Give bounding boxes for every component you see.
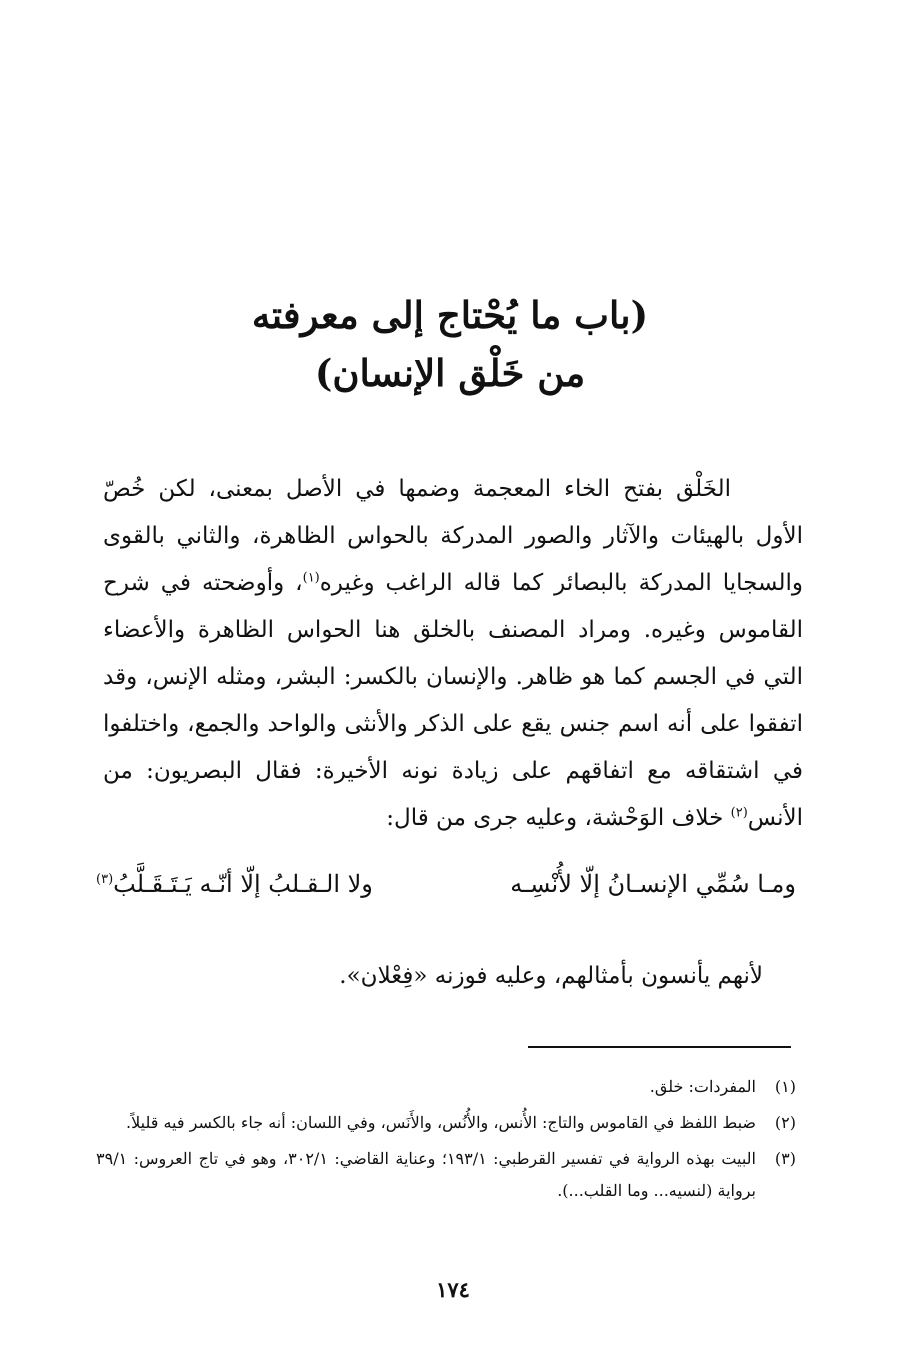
chapter-title-line-2: من خَلْق الإنسان) [314,351,586,395]
verse-second-hemistich [96,862,373,906]
footnote-ref-3: (٣) [96,872,114,887]
footnote-ref-1: (١) [302,570,320,586]
main-paragraph [103,466,803,842]
verse-first-hemistich: ومـا سُمِّي الإنسـانُ إلّا لأُنْسِـه [510,870,796,898]
verse-second-text: ولا الـقـلبُ إلّا أنّـه يَـتَـقَـلَّبُ [113,870,373,898]
paragraph-part-2: ، وأوضحته في شرح القاموس وغيره. ومراد المصنف بالخلق هنا الحواس الظاهرة والأعضاء التي في الجسم كما هو ظاهر. والإنسان بالكسر: البشر، ومثله الإنس، وقد اتفقوا على أنه اسم جنس يقع على الذكر والأنثى والواحد والجمع، واختلفوا في اشتقاقه مع اتفاقهم على زيادة نونه الأخيرة: فقال البصريون: من الأنس [103,570,803,831]
main-paragraph-block [103,466,803,842]
chapter-title [150,286,750,402]
footnote-number: (١) [774,1077,796,1096]
footnote-ref-2: (٢) [730,805,748,821]
footnote-text: البيت بهذه الرواية في تفسير القرطبي: ١٩٣/١؛ وعناية القاضي: ٣٠٢/١، وهو في تاج العروس: ٣٩/١ برواية (لنسيه... وما القلب...). [96,1149,757,1200]
footnote-separator [528,1046,791,1048]
chapter-title-line-1: (باب ما يُحْتاج إلى معرفته [251,293,649,337]
poetry-verse [96,862,796,906]
footnote-number: (٢) [774,1113,796,1132]
after-verse-text: لأنهم يأنسون بأمثالهم، وعليه فوزنه «فِعْلان». [339,963,763,989]
footnote-number: (٣) [774,1149,796,1168]
footnote-item [96,1107,796,1139]
paragraph-part-1: الخَلْق بفتح الخاء المعجمة وضمها في الأصل بمعنى، لكن خُصّ الأول بالهيئات والآثار والصور المدركة بالحواس الظاهرة، والثاني بالقوى والسجايا المدركة بالبصائر كما قاله الراغب وغيره [103,476,803,596]
footnote-text: ضبط اللفظ في القاموس والتاج: الأُنس، والأُنُس، والأَنَس، وفي اللسان: أنه جاء بالكسر فيه قليلاً. [125,1113,756,1132]
footnote-text: المفردات: خلق. [649,1077,756,1096]
footnote-item [96,1071,796,1103]
footnote-item [96,1143,796,1207]
paragraph-part-3: خلاف الوَحْشة، وعليه جرى من قال: [386,805,731,831]
page-number: ١٧٤ [436,1277,470,1302]
footnotes [96,1071,796,1211]
